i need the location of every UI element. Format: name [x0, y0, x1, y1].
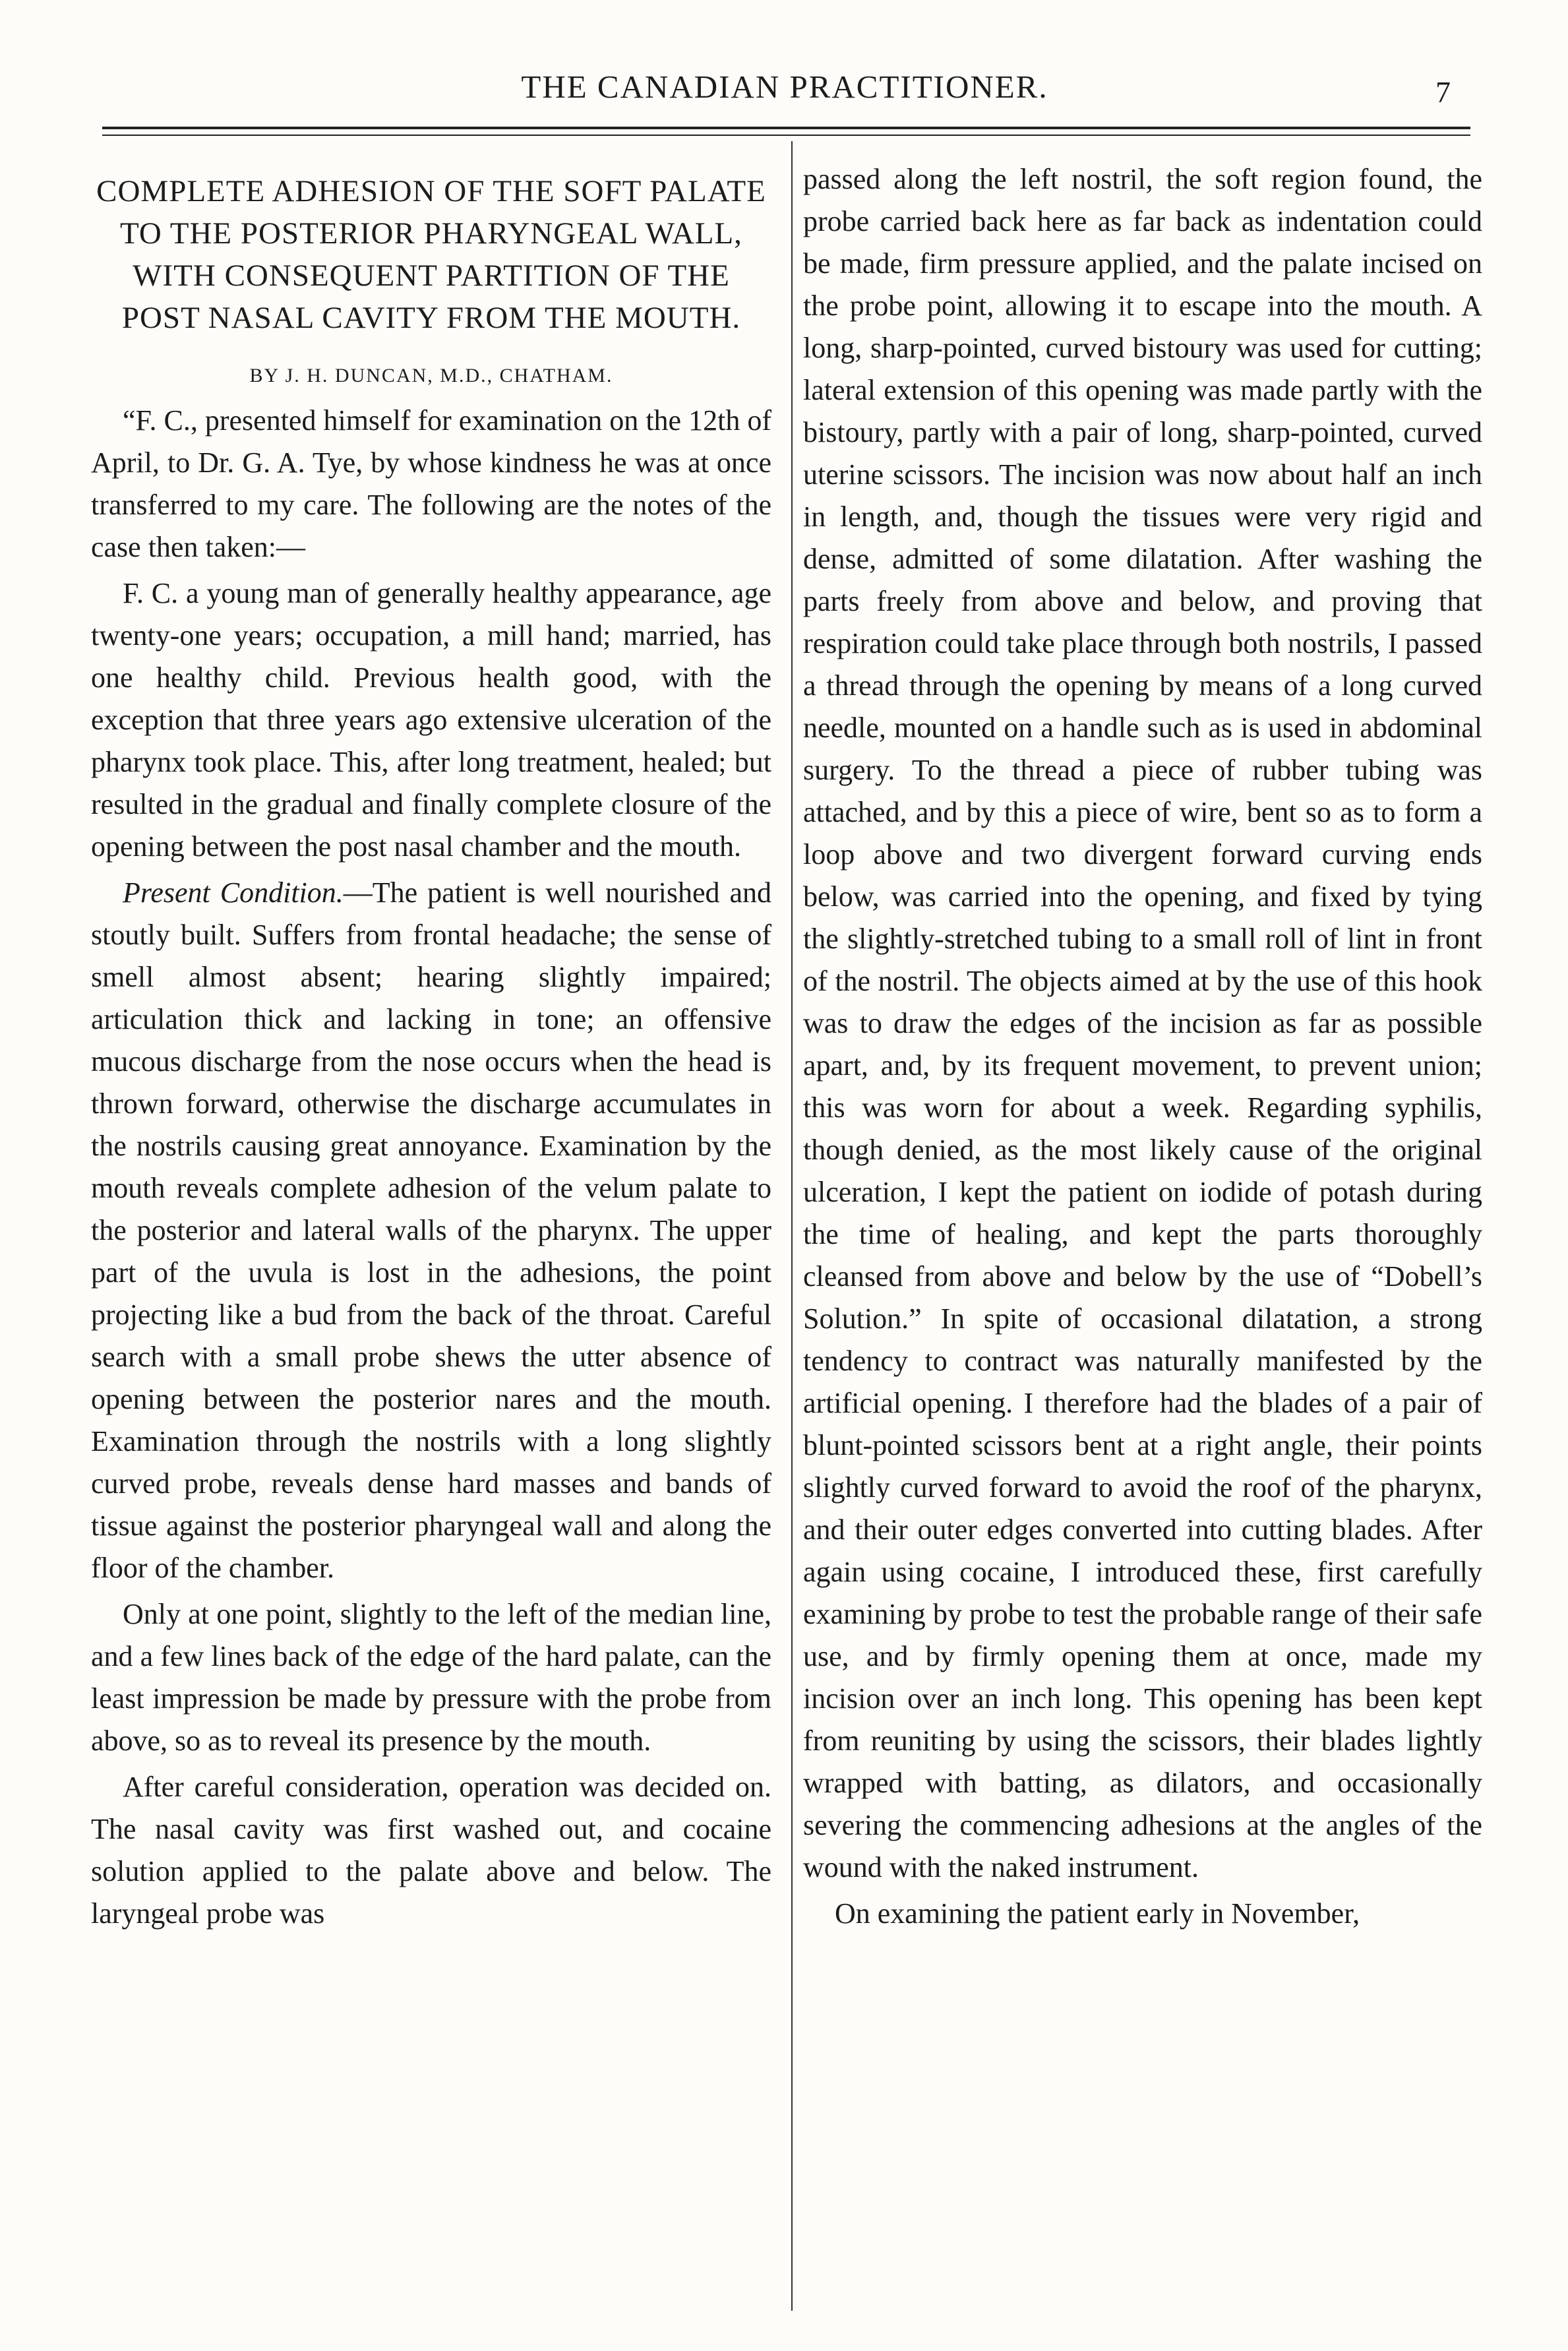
page-header — [99, 61, 1470, 113]
right-column — [803, 158, 1482, 1939]
page-number: 7 — [1435, 75, 1451, 109]
paragraph-present-condition — [91, 872, 771, 1589]
left-column — [91, 158, 771, 1939]
header-rule-thick — [102, 127, 1470, 129]
paragraph-november: On examining the patient early in November, — [835, 1897, 1360, 1930]
header-rule-thin — [102, 135, 1470, 136]
present-condition-text: —The patient is well nourished and stoutly built. Suffers from frontal headache; the sense of smell almost absent; hearing slightly impaired; articulation thick and lacking in tone; an offensive mucous discharge from the nose occurs when the head is thrown forward, otherwise the discharge accumulates in the nostrils causing great annoyance. Examination by the mouth reveals complete adhesion of the velum palate to the posterior and lateral walls of the pharynx. The upper part of the uvula is lost in the adhesions, the point projecting like a bud from the back of the throat. Careful search with a small probe shews the utter absence of opening between the posterior nares and the mouth. Examination through the nostrils with a long slightly curved probe, reveals dense hard masses and bands of tissue against the posterior pharyngeal wall and along the floor of the chamber. — [91, 876, 771, 1584]
present-condition-label: Present Condition. — [123, 876, 344, 909]
article-byline: BY J. H. DUNCAN, M.D., CHATHAM. — [249, 365, 613, 386]
paragraph-probe-point: Only at one point, slightly to the left of the median line, and a few lines back of the edge of the hard palate, can the least impression be made by pressure with the probe from above, so as to reveal its presence by the mouth. — [91, 1598, 771, 1757]
column-divider — [791, 141, 793, 2311]
journal-title: THE CANADIAN PRACTITIONER. — [521, 69, 1048, 105]
paragraph-operation: After careful consideration, operation was decided on. The nasal cavity was first washed out, and cocaine solution applied to the palate above and below. The laryngeal probe was — [91, 1771, 771, 1930]
paragraph-intro: “F. C., presented himself for examination on the 12th of April, to Dr. G. A. Tye, by whose kindness he was at once transferred to my care. The following are the notes of the case then taken:— — [91, 404, 771, 563]
paragraph-history: F. C. a young man of generally healthy appearance, age twenty-one years; occupation, a mill hand; married, has one healthy child. Previous health good, with the exception that three years ago extensive ulceration of the pharynx took place. This, after long treatment, healed; but resulted in the gradual and finally complete closure of the opening between the post nasal chamber and the mouth. — [91, 577, 771, 863]
paragraph-continuation: passed along the left nostril, the soft region found, the probe carried back here as far back as indentation could be made, firm pressure applied, and the palate incised on the probe point, allowing it to escape into the mouth. A long, sharp-pointed, curved bistoury was used for cutting; lateral extension of this opening was made partly with the bistoury, partly with a pair of long, sharp-pointed, curved uterine scissors. The incision was now about half an inch in length, and, though the tissues were very rigid and dense, admitted of some dilatation. After washing the parts freely from above and below, and proving that respiration could take place through both nostrils, I passed a thread through the opening by means of a long curved needle, mounted on a handle such as is used in abdominal surgery. To the thread a piece of rubber tubing was attached, and by this a piece of wire, bent so as to form a loop above and two divergent forward curving ends below, was carried into the opening, and fixed by tying the slightly-stretched tubing to a small roll of lint in front of the nostril. The objects aimed at by the use of this hook was to draw the edges of the incision as far as possible apart, and, by its frequent movement, to prevent union; this was worn for about a week. Regarding syphilis, though denied, as the most likely cause of the original ulceration, I kept the patient on iodide of potash during the time of healing, and kept the parts thoroughly cleansed from above and below by the use of “Dobell’s Solution.” In spite of occasional dilatation, a strong tendency to contract was naturally manifested by the artificial opening. I therefore had the blades of a pair of blunt-pointed scissors bent at a right angle, their points slightly curved forward to avoid the roof of the pharynx, and their outer edges converted into cutting blades. After again using cocaine, I introduced these, first carefully examining by probe to test the probable range of their safe use, and by firmly opening them at once, made my incision over an inch long. This opening has been kept from reuniting by using the scissors, their blades lightly wrapped with batting, as dilators, and occasionally severing the commencing adhesions at the angles of the wound with the naked instrument. — [803, 163, 1482, 1883]
article-title: COMPLETE ADHESION OF THE SOFT PALATE TO THE POSTERIOR PHARYNGEAL WALL, WITH CONSEQUENT PARTITION OF THE POST NASAL CAVITY FROM THE MOUTH. — [96, 174, 766, 335]
